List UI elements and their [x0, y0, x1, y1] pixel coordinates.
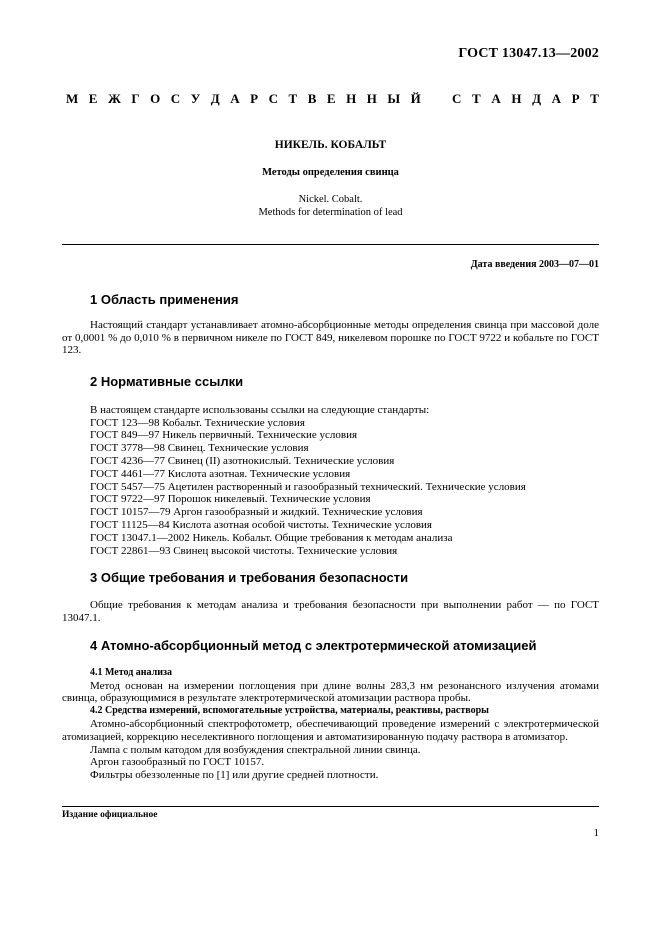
english-title-line2: Methods for determination of lead [258, 207, 403, 218]
references-list [62, 417, 599, 558]
document-title: НИКЕЛЬ. КОБАЛЬТ [274, 139, 387, 151]
english-title [62, 193, 599, 219]
banner-word-interstate [66, 91, 421, 107]
banner-word-standard [452, 91, 599, 107]
section-aas-method [62, 640, 599, 782]
banner-letter: С [170, 91, 181, 106]
section-heading: 2 Нормативные ссылки [90, 374, 244, 389]
banner-letter: А [491, 91, 501, 106]
section-normative-references [62, 376, 599, 557]
banner-letter: Ж [107, 91, 121, 106]
banner-letter: С [452, 91, 462, 106]
banner-letter: Р [250, 91, 259, 106]
reference-item: ГОСТ 10157—79 Аргон газообразный и жидкий. Технические условия [90, 506, 423, 519]
banner-letter: Т [472, 91, 481, 106]
reference-item: ГОСТ 22861—93 Свинец высокой чистоты. Технические условия [90, 544, 398, 557]
subsection-paragraph: Фильтры обеззоленные по [1] или другие средней плотности. [90, 769, 379, 782]
english-title-line1: Nickel. Cobalt. [298, 194, 363, 205]
footer-divider [62, 806, 599, 807]
document-subtitle: Методы определения свинца [262, 167, 399, 178]
banner-letter: Г [131, 91, 140, 106]
banner-letter: А [551, 91, 562, 106]
banner-letter: Е [326, 91, 336, 106]
subsection-heading-method: 4.1 Метод анализа [90, 666, 173, 678]
subsection-paragraph: Аргон газообразный по ГОСТ 10157. [90, 756, 265, 769]
subsection-paragraph: Метод основан на измерении поглощения при длине волны 283,3 нм резонансного излучения атомами свинца, образующимися в результате электротермической атомизации раствора пробы. [62, 679, 599, 705]
section-heading: 3 Общие требования и требования безопасности [90, 570, 409, 585]
subsection-heading-equipment: 4.2 Средства измерений, вспомогательные устройства, материалы, реактивы, растворы [90, 705, 489, 717]
reference-item: ГОСТ 9722—97 Порошок никелевый. Технические условия [90, 493, 371, 506]
banner-letter: Н [511, 91, 522, 106]
reference-item: ГОСТ 13047.1—2002 Никель. Кобальт. Общие требования к методам анализа [90, 531, 453, 544]
reference-item: ГОСТ 3778—98 Свинец. Технические условия [90, 442, 309, 455]
banner-letter: С [268, 91, 278, 106]
banner-letter: Й [410, 91, 421, 106]
reference-item: ГОСТ 5457—75 Ацетилен растворенный и газообразный технический. Технические условия [90, 480, 526, 493]
references-intro: В настоящем стандарте использованы ссылки на следующие стандарты: [90, 403, 430, 416]
reference-item: ГОСТ 4236—77 Свинец (II) азотнокислый. Технические условия [90, 454, 395, 467]
reference-item: ГОСТ 123—98 Кобальт. Технические условия [90, 416, 305, 429]
banner-letter: Т [590, 91, 599, 106]
section-heading: 1 Область применения [90, 292, 239, 307]
banner-letter: Ы [387, 91, 401, 106]
section-paragraph: Общие требования к методам анализа и требования безопасности при выполнении работ — по ГОСТ 13047.1. [62, 598, 599, 624]
title-divider [62, 244, 599, 245]
banner-letter: Р [571, 91, 580, 106]
section-paragraph: Настоящий стандарт устанавливает атомно-абсорбционные методы определения свинца при массовой доле от 0,0001 % до 0,010 % в первичном никеле по ГОСТ 849, никелевом порошке по ГОСТ 9722 и кобальте по ГОСТ 123. [62, 318, 599, 357]
reference-item: ГОСТ 849—97 Никель первичный. Технические условия [90, 429, 358, 442]
banner-letter: Н [346, 91, 357, 106]
banner-letter: Т [288, 91, 298, 106]
banner-letter: М [66, 91, 79, 106]
section-heading: 4 Атомно-абсорбционный метод с электротермической атомизацией [90, 638, 537, 653]
standard-banner [66, 91, 599, 107]
banner-letter: Д [532, 91, 542, 106]
banner-letter: Н [366, 91, 377, 106]
banner-letter: А [230, 91, 240, 106]
banner-letter: Д [210, 91, 220, 106]
section-general-requirements [62, 572, 599, 624]
banner-letter: У [190, 91, 201, 106]
reference-item: ГОСТ 4461—77 Кислота азотная. Технические условия [90, 467, 351, 480]
subsection-paragraph: Атомно-абсорбционный спектрофотометр, обеспечивающий проведение измерений с электротермической атомизацией, коррекцию неселективного поглощения и автоматизированную подачу раствора в атомизатор. [62, 717, 599, 743]
introduction-date: Дата введения 2003—07—01 [470, 259, 599, 270]
banner-letter: О [150, 91, 161, 106]
page-number: 1 [593, 827, 599, 839]
banner-letter: Е [88, 91, 98, 106]
section-scope [62, 294, 599, 357]
banner-letter: В [307, 91, 317, 106]
edition-label: Издание официальное [62, 810, 158, 820]
document-number: ГОСТ 13047.13—2002 [458, 46, 599, 61]
subsection-paragraph: Лампа с полым катодом для возбуждения спектральной линии свинца. [90, 743, 421, 756]
reference-item: ГОСТ 11125—84 Кислота азотная особой чистоты. Технические условия [90, 518, 432, 531]
